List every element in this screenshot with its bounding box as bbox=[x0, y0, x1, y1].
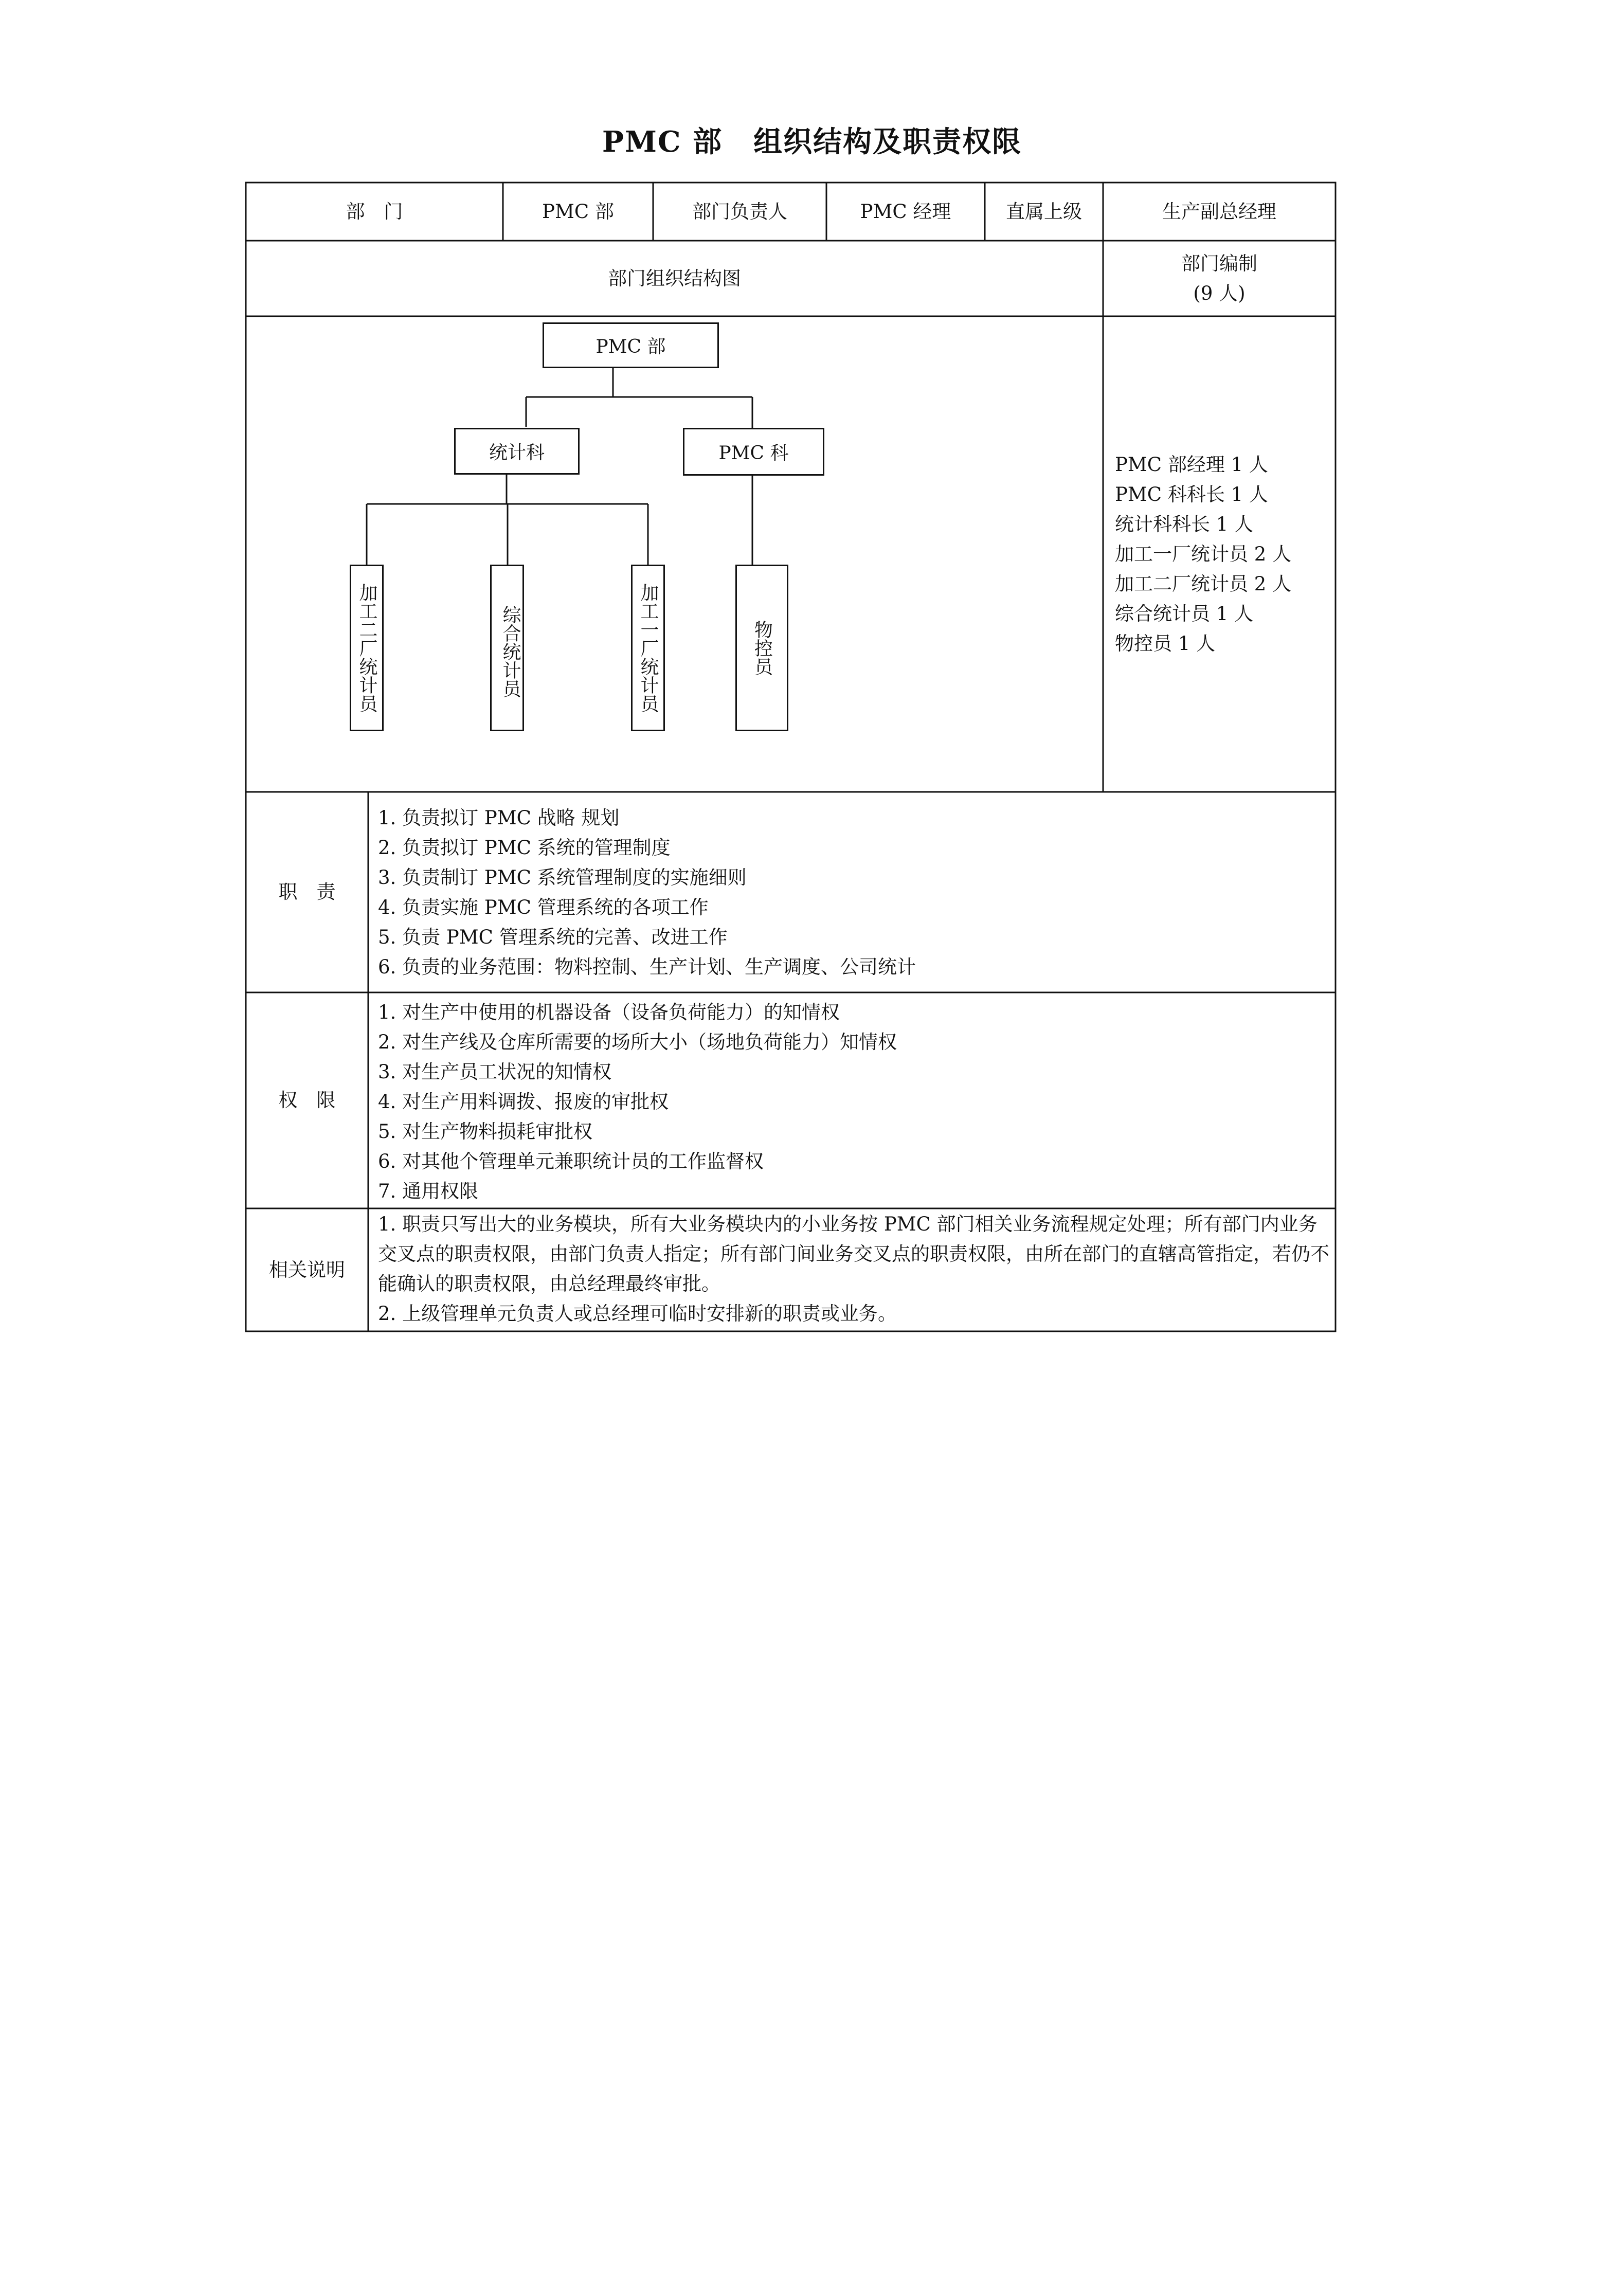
superior-label: 直属上级 bbox=[1006, 200, 1082, 223]
note-item: 1. 职责只写出大的业务模块，所有大业务模块内的小业务按 PMC 部门相关业务流程规定处理；所有部门内业务交叉点的职责权限，由部门负责人指定；所有部门间业务交叉点的职责权限，由所在部门的直辖高管指定，若仍不能确认的职责权限，由总经理最终审批。 bbox=[378, 1213, 1329, 1295]
org-node-plant1-statistician: 加工一厂统计员 bbox=[631, 565, 665, 731]
duty-item: 2. 负责拟订 PMC 系统的管理制度 bbox=[378, 837, 671, 859]
title-sub: 组织结构及职责权限 bbox=[753, 125, 1022, 159]
org-node-material-controller: 物控员 bbox=[735, 565, 788, 731]
org-chart-label: 部门组织结构图 bbox=[608, 267, 741, 290]
org-node-root: PMC 部 bbox=[543, 322, 719, 368]
headcount-total: (9 人) bbox=[1193, 282, 1246, 304]
authority-item: 5. 对生产物料损耗审批权 bbox=[378, 1120, 593, 1143]
title-main: PMC 部 bbox=[602, 125, 723, 159]
authority-item: 1. 对生产中使用的机器设备（设备负荷能力）的知情权 bbox=[378, 1001, 840, 1023]
head-label: 部门负责人 bbox=[692, 200, 787, 223]
authority-item: 2. 对生产线及仓库所需要的场所大小（场地负荷能力）知情权 bbox=[378, 1031, 897, 1053]
authority-item: 7. 通用权限 bbox=[378, 1180, 479, 1202]
authority-item: 4. 对生产用料调拨、报废的审批权 bbox=[378, 1091, 669, 1113]
org-node-general-statistician: 综合统计员 bbox=[490, 565, 524, 731]
duty-item: 5. 负责 PMC 管理系统的完善、改进工作 bbox=[378, 926, 728, 948]
head-value: PMC 经理 bbox=[860, 200, 951, 223]
notes-list bbox=[378, 1209, 1329, 1329]
headcount-list bbox=[1115, 450, 1291, 659]
duty-item: 3. 负责制订 PMC 系统管理制度的实施细则 bbox=[378, 866, 747, 889]
duties-label: 职 责 bbox=[278, 881, 336, 903]
authority-item: 6. 对其他个管理单元兼职统计员的工作监督权 bbox=[378, 1150, 764, 1172]
org-node-statistics: 统计科 bbox=[454, 428, 580, 475]
dept-label: 部 门 bbox=[346, 200, 403, 223]
headcount-item: PMC 部经理 1 人 bbox=[1115, 454, 1268, 476]
headcount-item: 物控员 1 人 bbox=[1115, 632, 1216, 655]
duty-item: 4. 负责实施 PMC 管理系统的各项工作 bbox=[378, 896, 709, 918]
org-node-plant2-statistician: 加工二厂统计员 bbox=[350, 565, 384, 731]
headcount-item: PMC 科科长 1 人 bbox=[1115, 483, 1268, 505]
notes-label: 相关说明 bbox=[269, 1258, 345, 1281]
duty-item: 1. 负责拟订 PMC 战略 规划 bbox=[378, 807, 620, 829]
authority-label: 权 限 bbox=[278, 1089, 336, 1111]
authority-list bbox=[378, 998, 897, 1206]
duty-item: 6. 负责的业务范围：物料控制、生产计划、生产调度、公司统计 bbox=[378, 956, 916, 978]
superior-value: 生产副总经理 bbox=[1162, 200, 1276, 223]
headcount-item: 统计科科长 1 人 bbox=[1115, 513, 1254, 535]
headcount-item: 加工一厂统计员 2 人 bbox=[1115, 543, 1292, 565]
note-item: 2. 上级管理单元负责人或总经理可临时安排新的职责或业务。 bbox=[378, 1303, 897, 1325]
duties-list bbox=[378, 803, 916, 982]
headcount-label: 部门编制 bbox=[1181, 252, 1257, 275]
headcount-item: 综合统计员 1 人 bbox=[1115, 603, 1254, 625]
dept-value: PMC 部 bbox=[542, 200, 614, 223]
headcount-item: 加工二厂统计员 2 人 bbox=[1115, 573, 1292, 595]
org-node-pmc: PMC 科 bbox=[683, 428, 824, 476]
authority-item: 3. 对生产员工状况的知情权 bbox=[378, 1061, 612, 1083]
